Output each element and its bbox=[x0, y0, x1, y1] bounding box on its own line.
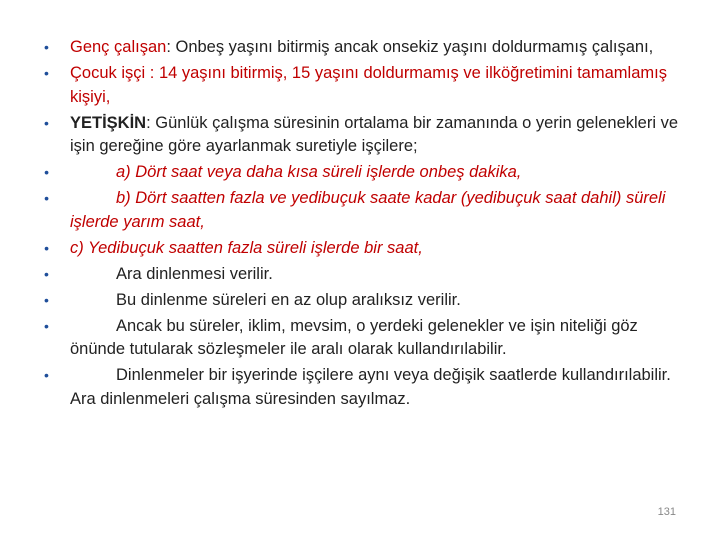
bullet-icon: • bbox=[44, 39, 49, 55]
term-genc-calisan: Genç çalışan bbox=[70, 38, 167, 56]
bullet-icon: • bbox=[44, 291, 49, 308]
rule-a-text: a) Dört saat veya daha kısa süreli işlerde onbeş dakika, bbox=[116, 163, 522, 181]
definition-genc-calisan: : Onbeş yaşını bitirmiş ancak onsekiz yaşını doldurmamış çalışanı, bbox=[166, 38, 654, 56]
bullet-icon: • bbox=[44, 65, 49, 81]
list-item-dinlenme-sureleri bbox=[44, 289, 684, 313]
bullet-icon: • bbox=[44, 317, 49, 334]
bullet-icon: • bbox=[44, 164, 49, 180]
list-item-rule-a bbox=[44, 161, 684, 185]
page-number: 131 bbox=[657, 506, 676, 518]
bullet-icon: • bbox=[44, 265, 49, 282]
ara-dinlenmesi-text: Ara dinlenmesi verilir. bbox=[116, 264, 273, 283]
list-item-yetiskin bbox=[44, 112, 684, 159]
bullet-icon: • bbox=[44, 239, 49, 256]
list-item-dinlenmeler bbox=[44, 364, 684, 411]
list-item-genc-calisan bbox=[44, 36, 684, 60]
list-item-ara-dinlenmesi bbox=[44, 263, 684, 287]
list-item-rule-c bbox=[44, 237, 684, 261]
term-cocuk-isci: Çocuk işçi bbox=[70, 64, 146, 82]
list-item-rule-b bbox=[44, 187, 684, 234]
list-item-ancak bbox=[44, 315, 684, 362]
rule-c-text: c) Yedibuçuk saatten fazla süreli işlerde bir saat, bbox=[70, 238, 423, 257]
definition-yetiskin: : Günlük çalışma süresinin ortalama bir zamanında o yerin gelenekleri ve işin gereğine göre ayarlanmak suretiyle işçilere; bbox=[70, 113, 679, 155]
ancak-text: Ancak bu süreler, iklim, mevsim, o yerdeki gelenekler ve işin niteliği göz önünde tutularak sözleşmeler ile aralı olarak kullandırılabilir. bbox=[70, 316, 638, 358]
list-item-cocuk-isci bbox=[44, 62, 684, 109]
definition-cocuk-isci: : 14 yaşını bitirmiş, 15 yaşını doldurmamış ve ilköğretimini tamamlamış kişiyi, bbox=[70, 64, 667, 106]
bullet-icon: • bbox=[44, 190, 49, 206]
dinlenmeler-text: Dinlenmeler bir işyerinde işçilere aynı veya değişik saatlerde kullandırılabilir. Ara dinlenmeleri çalışma süresinden sayılmaz. bbox=[70, 366, 671, 408]
term-yetiskin: YETİŞKİN bbox=[70, 113, 147, 132]
bullet-list bbox=[44, 36, 684, 414]
bullet-icon: • bbox=[44, 367, 49, 383]
dinlenme-sureleri-text: Bu dinlenme süreleri en az olup aralıksız verilir. bbox=[116, 290, 461, 309]
bullet-icon: • bbox=[44, 114, 49, 131]
rule-b-text: b) Dört saatten fazla ve yedibuçuk saate kadar (yedibuçuk saat dahil) süreli işlerde yarım saat, bbox=[70, 189, 666, 231]
